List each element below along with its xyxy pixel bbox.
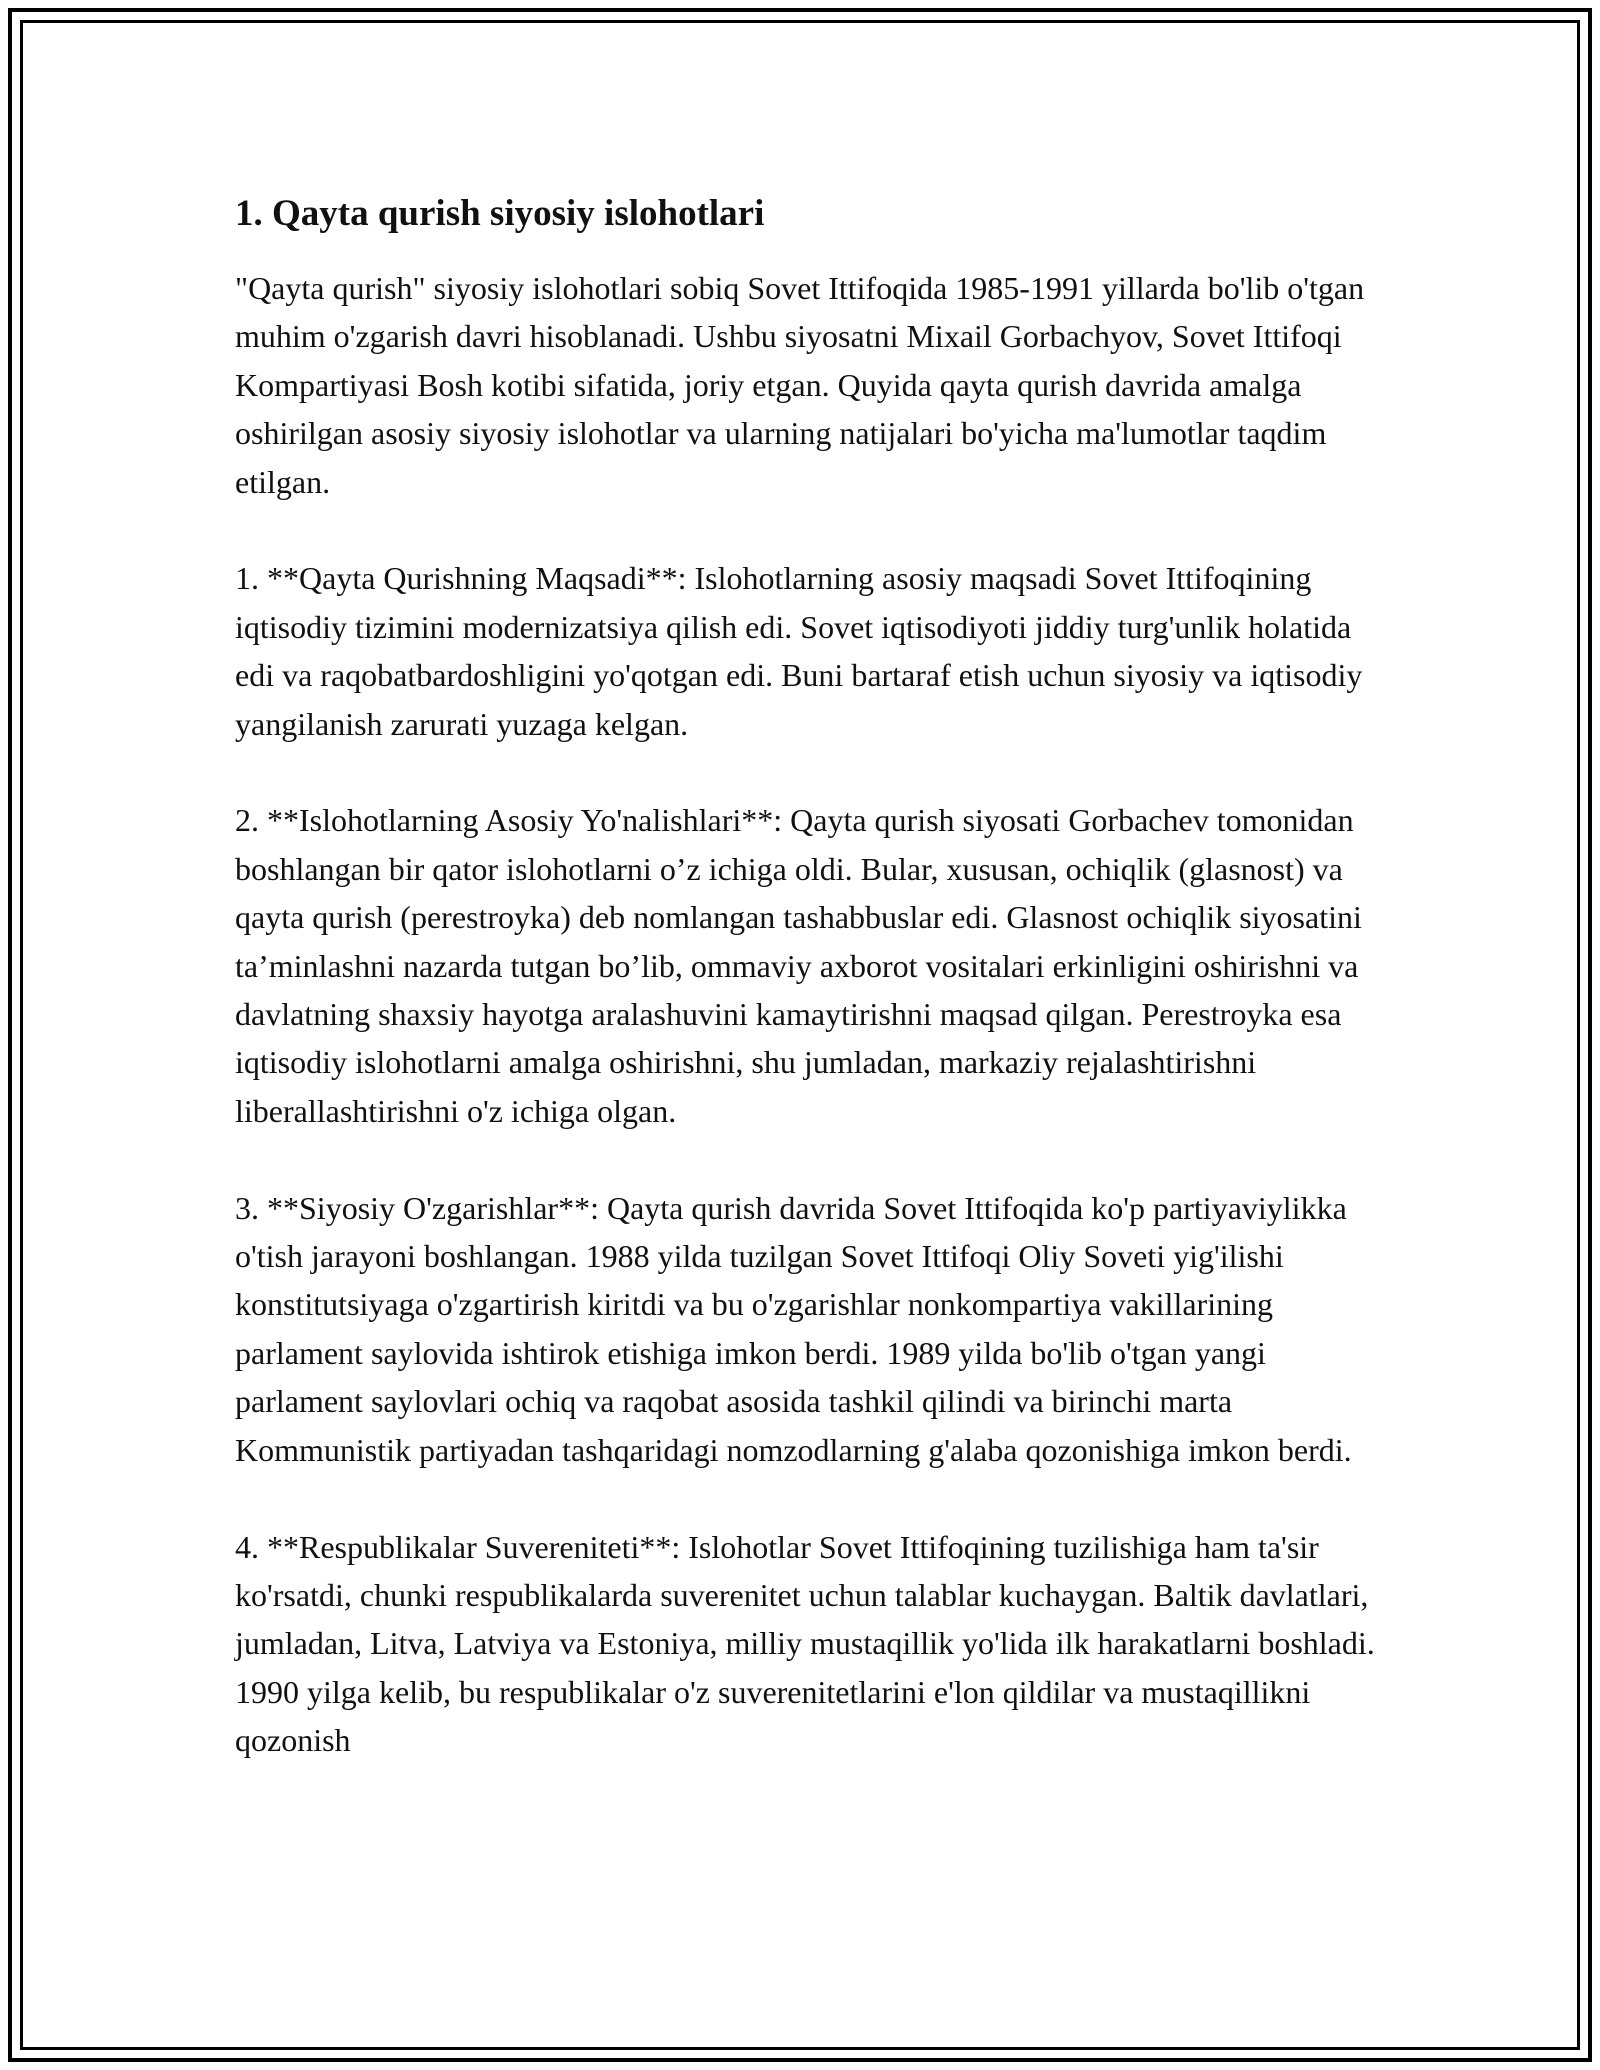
document-body: [235, 190, 1375, 1813]
paragraph-intro: "Qayta qurish" siyosiy islohotlari sobiq Sovet Ittifoqida 1985-1991 yillarda bo'lib o'tgan muhim o'zgarish davri hisoblanadi. Ushbu siyosatni Mixail Gorbachyov, Sovet Ittifoqi Kompartiyasi Bosh kotibi sifatida, joriy etgan. Quyida qayta qurish davrida amalga oshirilgan asosiy siyosiy islohotlar va ularning natijalari bo'yicha ma'lumotlar taqdim etilgan.: [235, 270, 1365, 500]
paragraph-political-changes: 3. **Siyosiy O'zgarishlar**: Qayta qurish davrida Sovet Ittifoqida ko'p partiyaviylikka o'tish jarayoni boshlangan. 1988 yilda tuzilgan Sovet Ittifoqi Oliy Soveti yig'ilishi konstitutsiyaga o'zgartirish kiritdi va bu o'zgarishlar nonkompartiya vakillarining parlament saylovida ishtirok etishiga imkon berdi. 1989 yilda bo'lib o'tgan yangi parlament saylovlari ochiq va raqobat asosida tashkil qilindi va birinchi marta Kommunistik partiyadan tashqaridagi nomzodlarning g'alaba qozonishiga imkon berdi.: [235, 1189, 1352, 1468]
paragraph-goal: 1. **Qayta Qurishning Maqsadi**: Islohotlarning asosiy maqsadi Sovet Ittifoqining iqtisodiy tizimini modernizatsiya qilish edi. Sovet iqtisodiyoti jiddiy turg'unlik holatida edi va raqobatbardoshligini yo'qotgan edi. Buni bartaraf etish uchun siyosiy va iqtisodiy yangilanish zarurati yuzaga kelgan.: [235, 560, 1363, 742]
document-title: 1. Qayta qurish siyosiy islohotlari: [235, 193, 765, 234]
paragraph-directions: 2. **Islohotlarning Asosiy Yo'nalishlari**: Qayta qurish siyosati Gorbachev tomonidan boshlangan bir qator islohotlarni o’z ichiga oldi. Bular, xususan, ochiqlik (glasnost) va qayta qurish (perestroyka) deb nomlangan tashabbuslar edi. Glasnost ochiqlik siyosatini ta’minlashni nazarda tutgan bo’lib, ommaviy axborot vositalari erkinligini oshirishni va davlatning shaxsiy hayotga aralashuvini kamaytirishni maqsad qilgan. Perestroyka esa iqtisodiy islohotlarni amalga oshirishni, shu jumladan, markaziy rejalashtirishni liberallashtirishni o'z ichiga olgan.: [235, 802, 1362, 1129]
paragraph-republics-sovereignty: 4. **Respublikalar Suvereniteti**: Islohotlar Sovet Ittifoqining tuzilishiga ham ta'sir ko'rsatdi, chunki respublikalarda suverenitet uchun talablar kuchaygan. Baltik davlatlari, jumladan, Litva, Latviya va Estoniya, milliy mustaqillik yo'lida ilk harakatlarni boshladi. 1990 yilga kelib, bu respublikalar o'z suverenitetlarini e'lon qildilar va mustaqillikni qozonish: [235, 1528, 1375, 1759]
